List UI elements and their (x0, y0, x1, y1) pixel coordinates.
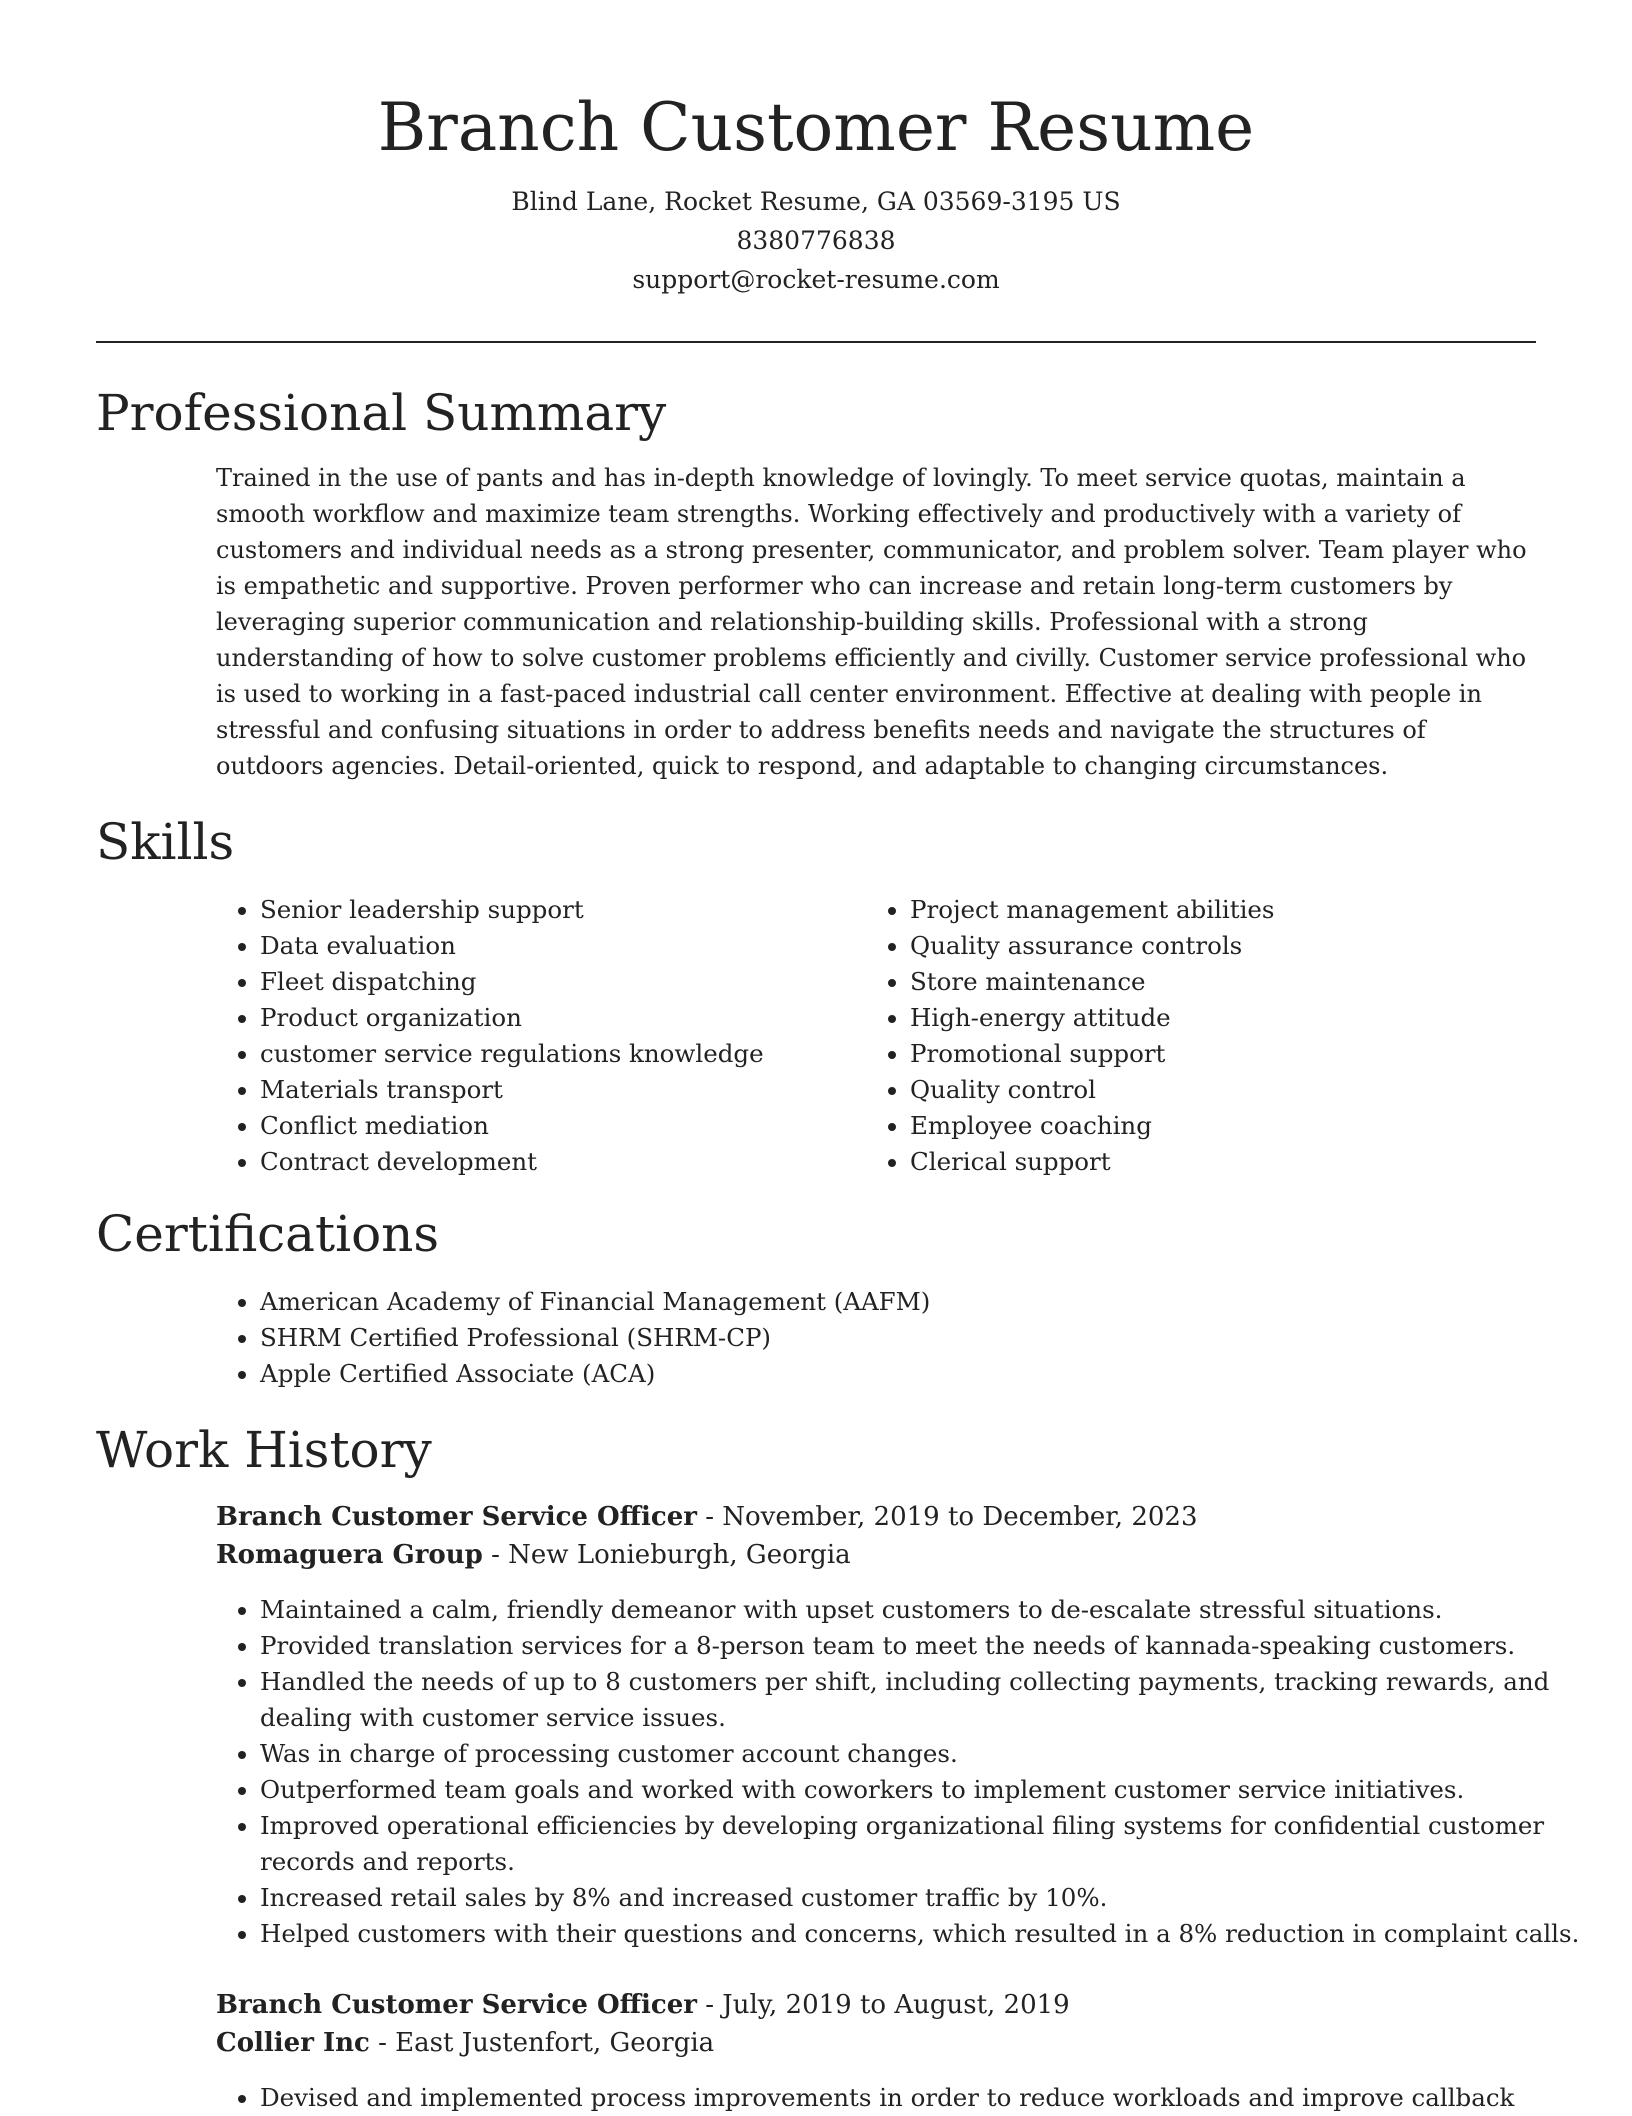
skill-item: • Store maintenance (910, 964, 1550, 1000)
skill-item: • Product organization (260, 1000, 860, 1036)
job-1-company: Romaguera Group (216, 1540, 483, 1570)
job-2-role: Branch Customer Service Officer (216, 1990, 697, 2020)
resume-header (96, 82, 1536, 299)
job-1-dates: - November, 2019 to December, 2023 (696, 1502, 1198, 1532)
skill-item: • Contract development (260, 1144, 860, 1180)
skill-item: • Project management abilities (910, 892, 1550, 928)
skill-item: • Quality control (910, 1072, 1550, 1108)
job-1-bullets (216, 1592, 1580, 1952)
job-1-company-line (216, 1536, 1536, 1574)
job-2-bullets (216, 2080, 1580, 2116)
job-2-dates: - July, 2019 to August, 2019 (696, 1990, 1070, 2020)
skill-item: • High-energy attitude (910, 1000, 1550, 1036)
summary-heading: Professional Summary (96, 384, 667, 442)
contact-phone: 8380776838 (736, 226, 896, 255)
certifications-list (216, 1284, 1580, 1392)
job-bullet: • Maintained a calm, friendly demeanor with upset customers to de-escalate stressful situations. (260, 1592, 1580, 1628)
skill-item: • Clerical support (910, 1144, 1550, 1180)
skill-item: • Employee coaching (910, 1108, 1550, 1144)
skill-item: • customer service regulations knowledge (260, 1036, 860, 1072)
job-bullet: • Devised and implemented process improvements in order to reduce workloads and improve callback (260, 2080, 1580, 2116)
resume-name: Branch Customer Resume (377, 89, 1255, 166)
skills-heading: Skills (96, 813, 235, 871)
skills-list-left (216, 892, 860, 1180)
skill-item: • Senior leadership support (260, 892, 860, 928)
job-bullet: • Provided translation services for a 8-person team to meet the needs of kannada-speaking customers. (260, 1628, 1580, 1664)
job-1-role: Branch Customer Service Officer (216, 1502, 697, 1532)
skills-list-right (866, 892, 1550, 1180)
job-1-title-line (216, 1498, 1536, 1536)
job-bullet: • Improved operational efficiencies by developing organizational filing systems for confidential customer records and reports. (260, 1808, 1580, 1880)
skill-item: • Conflict mediation (260, 1108, 860, 1144)
skill-item: • Fleet dispatching (260, 964, 860, 1000)
job-bullet: • Handled the needs of up to 8 customers per shift, including collecting payments, tracking rewards, and dealing with customer service issues. (260, 1664, 1580, 1736)
header-divider (96, 341, 1536, 343)
job-1-location: - New Lonieburgh, Georgia (482, 1540, 851, 1570)
job-2-location: - East Justenfort, Georgia (369, 2028, 715, 2058)
job-bullet: • Helped customers with their questions and concerns, which resulted in a 8% reduction in complaint calls. (260, 1916, 1580, 1952)
job-bullet: • Increased retail sales by 8% and increased customer traffic by 10%. (260, 1880, 1580, 1916)
skill-item: • Promotional support (910, 1036, 1550, 1072)
job-bullet: • Outperformed team goals and worked with coworkers to implement customer service initiatives. (260, 1772, 1580, 1808)
skill-item: • Quality assurance controls (910, 928, 1550, 964)
contact-email: support@rocket-resume.com (632, 265, 1000, 294)
contact-info (96, 182, 1536, 299)
job-2-company: Collier Inc (216, 2028, 370, 2058)
certifications-heading: Certifications (96, 1205, 440, 1263)
job-2-company-line (216, 2024, 1536, 2062)
work-history-heading: Work History (96, 1421, 432, 1479)
certification-item: • SHRM Certified Professional (SHRM-CP) (260, 1320, 1580, 1356)
skill-item: • Data evaluation (260, 928, 860, 964)
job-bullet: • Was in charge of processing customer account changes. (260, 1736, 1580, 1772)
certification-item: • American Academy of Financial Management (AAFM) (260, 1284, 1580, 1320)
contact-address: Blind Lane, Rocket Resume, GA 03569-3195 US (511, 187, 1121, 216)
job-2-title-line (216, 1986, 1536, 2024)
certification-item: • Apple Certified Associate (ACA) (260, 1356, 1580, 1392)
skill-item: • Materials transport (260, 1072, 860, 1108)
summary-text: Trained in the use of pants and has in-depth knowledge of lovingly. To meet service quotas, maintain a smooth workflow and maximize team strengths. Working effectively and productively with a variety of customers and individual needs as a strong presenter, communicator, and problem solver. Team player who is empathetic and supportive. Proven performer who can increase and retain long-term customers by leveraging superior communication and relationship-building skills. Professional with a strong understanding of how to solve customer problems efficiently and civilly. Customer service professional who is used to working in a fast-paced industrial call center environment. Effective at dealing with people in stressful and confusing situations in order to address benefits needs and navigate the structures of outdoors agencies. Detail-oriented, quick to respond, and adaptable to changing circumstances. (216, 464, 1527, 780)
